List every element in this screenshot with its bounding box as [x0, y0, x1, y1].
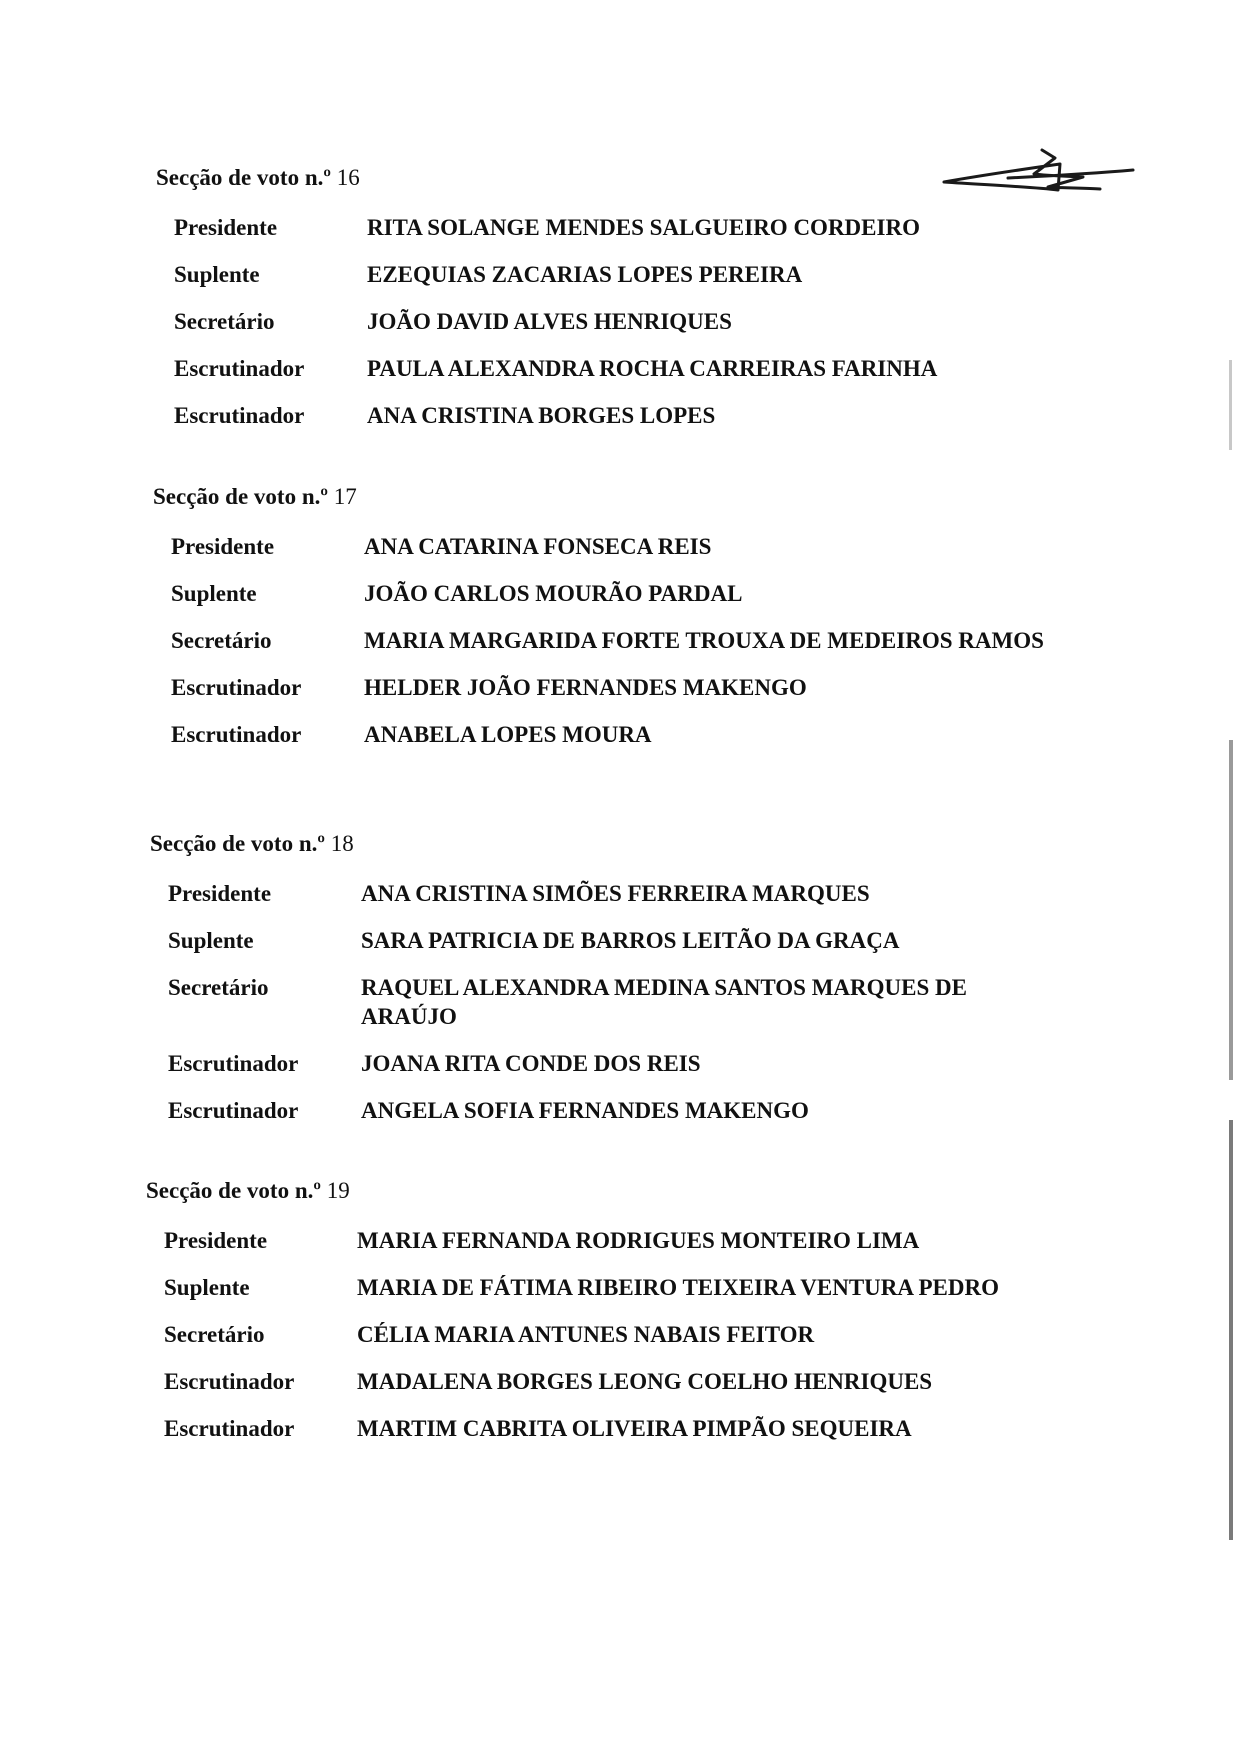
section-19 [146, 1174, 1066, 1461]
scan-edge-mark [1229, 360, 1234, 1560]
section-title [156, 161, 1076, 195]
member-name: ANGELA SOFIA FERNANDES MAKENGO [361, 1098, 809, 1123]
member-name: RITA SOLANGE MENDES SALGUEIRO CORDEIRO [367, 215, 920, 240]
members-list [153, 532, 1073, 749]
member-name: MADALENA BORGES LEONG COELHO HENRIQUES [357, 1369, 933, 1394]
section-title-label: Secção de voto n.º [146, 1178, 321, 1203]
role-label: Presidente [164, 1228, 268, 1253]
role-label: Escrutinador [168, 1051, 299, 1076]
member-name: MARIA MARGARIDA FORTE TROUXA DE MEDEIROS RAMOS [364, 628, 1044, 653]
member-name: RAQUEL ALEXANDRA MEDINA SANTOS MARQUES DE ARAÚJO [361, 975, 967, 1029]
member-name: MARIA DE FÁTIMA RIBEIRO TEIXEIRA VENTURA PEDRO [357, 1275, 999, 1300]
role-label: Suplente [174, 262, 260, 287]
member-name: ANA CATARINA FONSECA REIS [364, 534, 712, 559]
member-row [164, 1320, 1066, 1349]
role-label: Escrutinador [174, 403, 305, 428]
role-label: Secretário [174, 309, 275, 334]
section-number: 19 [326, 1178, 350, 1203]
section-title [150, 827, 1070, 861]
section-number: 17 [333, 484, 357, 509]
member-name: JOÃO DAVID ALVES HENRIQUES [367, 309, 732, 334]
member-name: SARA PATRICIA DE BARROS LEITÃO DA GRAÇA [361, 928, 900, 953]
member-row [164, 1273, 1066, 1302]
section-title [153, 480, 1073, 514]
member-row [168, 926, 1070, 955]
section-number: 16 [336, 165, 360, 190]
role-label: Escrutinador [164, 1369, 295, 1394]
role-label: Presidente [174, 215, 278, 240]
member-row [168, 1096, 1070, 1125]
member-name: CÉLIA MARIA ANTUNES NABAIS FEITOR [357, 1322, 815, 1347]
member-name: MARIA FERNANDA RODRIGUES MONTEIRO LIMA [357, 1228, 920, 1253]
member-name: ANA CRISTINA SIMÕES FERREIRA MARQUES [361, 881, 870, 906]
member-name: HELDER JOÃO FERNANDES MAKENGO [364, 675, 807, 700]
members-list [146, 1226, 1066, 1443]
role-label: Suplente [168, 928, 254, 953]
role-label: Escrutinador [171, 722, 302, 747]
section-number: 18 [330, 831, 354, 856]
member-name: PAULA ALEXANDRA ROCHA CARREIRAS FARINHA [367, 356, 938, 381]
section-16 [156, 161, 1076, 448]
role-label: Secretário [171, 628, 272, 653]
member-row [171, 673, 1073, 702]
member-row [168, 973, 1070, 1031]
member-name: EZEQUIAS ZACARIAS LOPES PEREIRA [367, 262, 803, 287]
member-row [174, 307, 1076, 336]
member-row [171, 579, 1073, 608]
section-title-label: Secção de voto n.º [153, 484, 328, 509]
member-row [174, 260, 1076, 289]
member-name: MARTIM CABRITA OLIVEIRA PIMPÃO SEQUEIRA [357, 1416, 912, 1441]
member-name: ANA CRISTINA BORGES LOPES [367, 403, 716, 428]
role-label: Suplente [171, 581, 257, 606]
member-row [164, 1414, 1066, 1443]
member-name: ANABELA LOPES MOURA [364, 722, 652, 747]
member-name: JOÃO CARLOS MOURÃO PARDAL [364, 581, 743, 606]
section-18 [150, 827, 1070, 1143]
members-list [150, 879, 1070, 1125]
member-name: JOANA RITA CONDE DOS REIS [361, 1051, 701, 1076]
role-label: Escrutinador [174, 356, 305, 381]
member-row [171, 626, 1073, 655]
role-label: Presidente [168, 881, 272, 906]
role-label: Escrutinador [164, 1416, 295, 1441]
member-row [171, 532, 1073, 561]
role-label: Secretário [164, 1322, 265, 1347]
section-title-label: Secção de voto n.º [150, 831, 325, 856]
role-label: Secretário [168, 975, 269, 1000]
section-title-label: Secção de voto n.º [156, 165, 331, 190]
member-row [174, 401, 1076, 430]
member-row [168, 1049, 1070, 1078]
role-label: Suplente [164, 1275, 250, 1300]
member-row [174, 354, 1076, 383]
member-row [164, 1226, 1066, 1255]
role-label: Escrutinador [171, 675, 302, 700]
role-label: Presidente [171, 534, 275, 559]
role-label: Escrutinador [168, 1098, 299, 1123]
section-title [146, 1174, 1066, 1208]
member-row [171, 720, 1073, 749]
member-row [174, 213, 1076, 242]
member-row [168, 879, 1070, 908]
members-list [156, 213, 1076, 430]
section-17 [153, 480, 1073, 767]
member-row [164, 1367, 1066, 1396]
